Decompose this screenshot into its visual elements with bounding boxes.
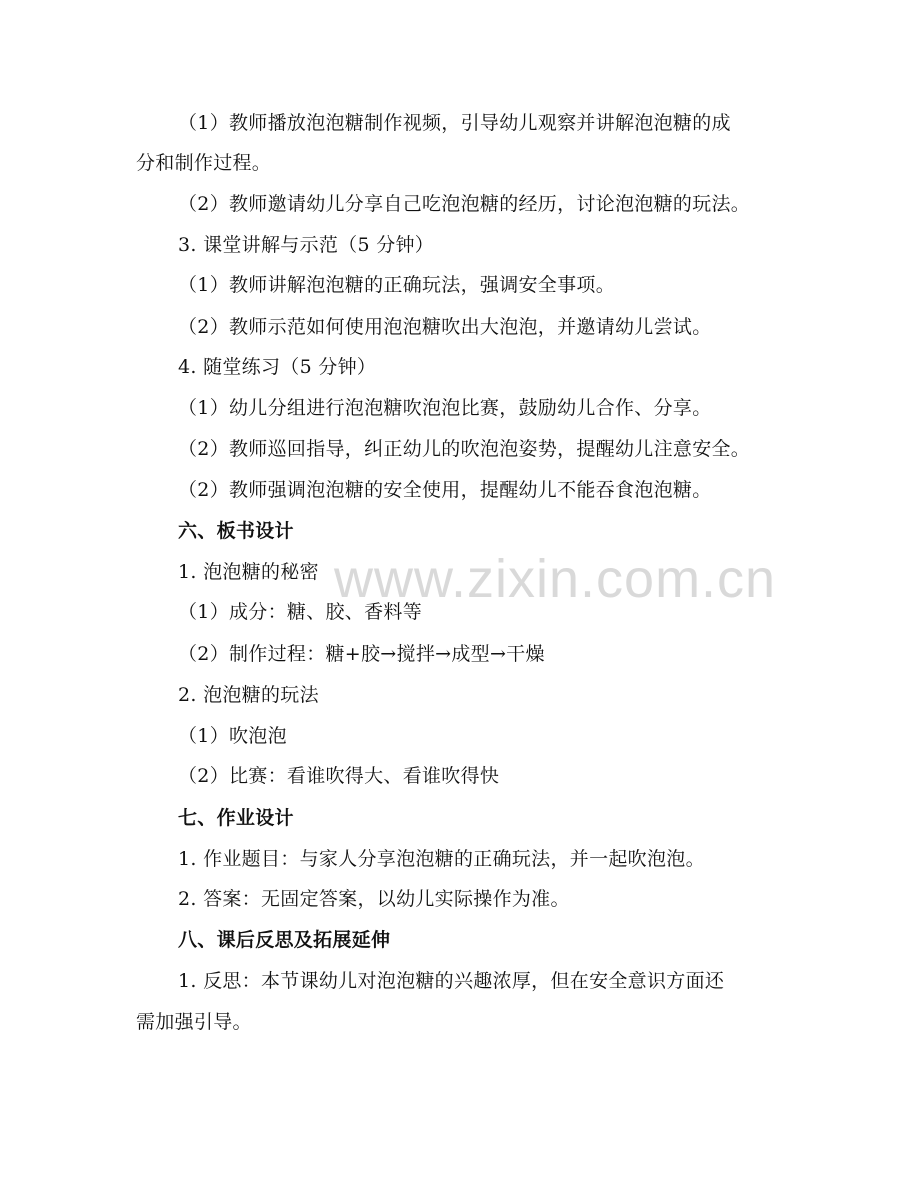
- section-heading: 七、作业设计: [178, 807, 294, 829]
- section-heading: 六、板书设计: [178, 520, 294, 542]
- paragraph-line: 分和制作过程。: [136, 152, 272, 174]
- paragraph-line: （1）成分：糖、胶、香料等: [178, 601, 422, 623]
- list-item: 1. 泡泡糖的秘密: [178, 561, 319, 583]
- paragraph-line: （1）教师讲解泡泡糖的正确玩法，强调安全事项。: [178, 274, 615, 296]
- paragraph-line: （2）教师强调泡泡糖的安全使用，提醒幼儿不能吞食泡泡糖。: [178, 479, 712, 501]
- paragraph-line: （2）教师巡回指导，纠正幼儿的吹泡泡姿势，提醒幼儿注意安全。: [178, 438, 751, 460]
- list-item: 1. 作业题目：与家人分享泡泡糖的正确玩法，并一起吹泡泡。: [178, 848, 705, 870]
- paragraph-line: 需加强引导。: [136, 1011, 252, 1033]
- paragraph-line: （1）吹泡泡: [178, 725, 287, 747]
- paragraph-line: （2）比赛：看谁吹得大、看谁吹得快: [178, 765, 500, 787]
- list-item: 1. 反思：本节课幼儿对泡泡糖的兴趣浓厚，但在安全意识方面还: [178, 970, 725, 992]
- paragraph-line: （2）教师邀请幼儿分享自己吃泡泡糖的经历，讨论泡泡糖的玩法。: [178, 193, 751, 215]
- paragraph-line: （1）教师播放泡泡糖制作视频，引导幼儿观察并讲解泡泡糖的成: [178, 112, 731, 134]
- paragraph-line: （1）幼儿分组进行泡泡糖吹泡泡比赛，鼓励幼儿合作、分享。: [178, 397, 712, 419]
- list-item: 4. 随堂练习（5 分钟）: [178, 356, 377, 378]
- section-heading: 八、课后反思及拓展延伸: [178, 929, 391, 951]
- list-item: 2. 答案：无固定答案，以幼儿实际操作为准。: [178, 888, 570, 910]
- list-item: 2. 泡泡糖的玩法: [178, 684, 319, 706]
- list-item: 3. 课堂讲解与示范（5 分钟）: [178, 234, 435, 256]
- paragraph-line: （2）教师示范如何使用泡泡糖吹出大泡泡，并邀请幼儿尝试。: [178, 316, 712, 338]
- watermark: www.zixin.com.cn: [334, 549, 777, 609]
- paragraph-line: （2）制作过程：糖+胶→搅拌→成型→干燥: [178, 643, 545, 665]
